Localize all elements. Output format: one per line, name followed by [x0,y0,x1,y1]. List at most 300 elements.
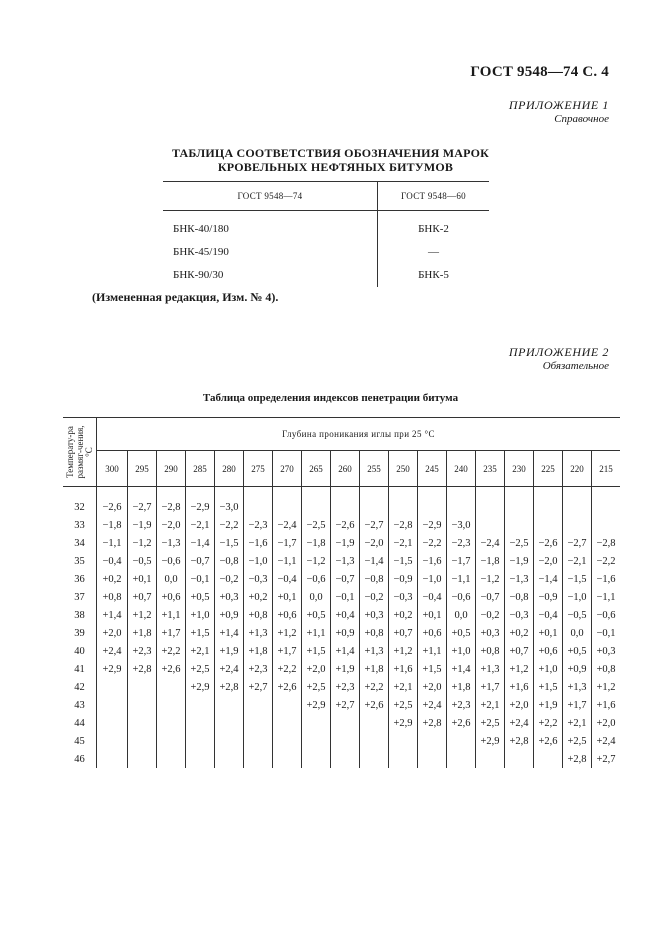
index-cell: −1,9 [331,534,360,552]
index-cell: +1,0 [534,660,563,678]
index-cell: +2,9 [186,678,215,696]
index-cell: +1,4 [447,660,476,678]
index-cell: −0,7 [476,588,505,606]
index-cell [360,714,389,732]
index-cell: +1,4 [331,642,360,660]
table1-title [0,146,661,174]
table-row [63,534,620,552]
index-cell: −1,3 [505,570,534,588]
page-header: ГОСТ 9548—74 С. 4 [470,64,609,80]
index-cell [331,732,360,750]
index-cell: −1,1 [97,534,128,552]
index-cell: −1,8 [476,552,505,570]
index-cell: −1,0 [244,552,273,570]
index-cell [389,732,418,750]
table-row [63,714,620,732]
index-cell: −2,7 [563,534,592,552]
index-cell: 0,0 [157,570,186,588]
index-cell [244,732,273,750]
index-cell: −1,1 [273,552,302,570]
index-cell [97,714,128,732]
index-cell: +0,3 [596,645,616,657]
index-cell [128,678,157,696]
index-cell [302,750,331,768]
index-cell: −2,0 [534,552,563,570]
correspondence-table [163,181,489,287]
index-cell [534,516,563,534]
temperature-cell: 33 [63,516,97,534]
index-cell: +1,4 [215,624,244,642]
index-cell: 0,0 [563,624,592,642]
table-row [63,660,620,678]
index-cell: +0,9 [215,606,244,624]
index-cell: +0,1 [418,606,447,624]
index-cell [186,750,215,768]
depth-col-header: 235 [476,451,505,487]
index-cell [97,678,128,696]
index-cell [360,487,389,517]
index-cell: +1,1 [157,606,186,624]
index-cell [215,732,244,750]
depth-col-header: 290 [157,451,186,487]
index-cell: +1,2 [273,624,302,642]
index-cell: −2,1 [389,534,418,552]
index-cell: +0,6 [273,606,302,624]
index-cell: −1,4 [360,552,389,570]
table1-col-header: ГОСТ 9548—74 [163,182,378,211]
index-cell [273,750,302,768]
index-cell: −0,8 [215,552,244,570]
index-cell [331,487,360,517]
index-cell: +0,2 [97,570,128,588]
index-cell: +2,9 [302,696,331,714]
index-cell: +2,6 [157,660,186,678]
index-cell: +0,1 [534,624,563,642]
index-cell: −0,5 [563,606,592,624]
index-cell: −1,6 [596,573,616,585]
index-cell: −1,8 [97,516,128,534]
table-row [63,516,620,534]
index-cell: +1,3 [476,660,505,678]
index-cell: −0,7 [331,570,360,588]
index-cell: +2,8 [215,678,244,696]
temperature-cell: 41 [63,660,97,678]
index-cell: +1,6 [389,660,418,678]
index-cell [360,750,389,768]
index-cell: +0,8 [476,642,505,660]
index-cell: −2,9 [418,516,447,534]
table-row [63,642,620,660]
index-cell: +0,7 [128,588,157,606]
index-cell: +2,6 [360,696,389,714]
index-cell [273,714,302,732]
index-cell: −0,4 [418,588,447,606]
index-cell: +0,7 [389,624,418,642]
index-cell: +2,2 [273,660,302,678]
index-cell [592,487,621,517]
index-cell: +2,9 [389,714,418,732]
index-cell [447,487,476,517]
index-cell: −2,1 [563,552,592,570]
index-cell: +1,9 [534,696,563,714]
depth-col-header: 300 [97,451,128,487]
index-cell: +1,2 [505,660,534,678]
index-cell: +2,5 [389,696,418,714]
index-cell: +2,9 [476,732,505,750]
index-cell: −2,6 [97,487,128,517]
index-cell: −0,4 [273,570,302,588]
table1-title-line1: ТАБЛИЦА СООТВЕТСТВИЯ ОБОЗНАЧЕНИЯ МАРОК [171,146,490,160]
index-cell: 0,0 [302,588,331,606]
index-cell [505,750,534,768]
index-cell: +2,1 [186,642,215,660]
index-cell: +2,7 [331,696,360,714]
index-cell: +0,1 [273,588,302,606]
index-cell: +2,0 [505,696,534,714]
index-cell: +1,4 [97,606,128,624]
index-cell: +2,5 [476,714,505,732]
index-cell: +2,3 [128,642,157,660]
index-cell: +1,8 [360,660,389,678]
index-cell: −1,2 [128,534,157,552]
table1-cell: БНК-2 [418,222,449,235]
index-cell [331,714,360,732]
index-cell: +2,2 [534,714,563,732]
index-cell: −0,1 [596,627,616,639]
index-cell: +2,4 [505,714,534,732]
index-cell: +1,5 [534,678,563,696]
temperature-cell: 36 [63,570,97,588]
index-cell: −1,2 [302,552,331,570]
index-cell: −1,8 [302,534,331,552]
index-cell [273,696,302,714]
appendix2-block [509,345,609,372]
table-row [63,732,620,750]
index-cell: +0,9 [563,660,592,678]
index-cell: +0,2 [505,624,534,642]
index-cell: +2,0 [418,678,447,696]
index-cell [476,750,505,768]
index-cell [534,487,563,517]
index-cell: +1,8 [447,678,476,696]
index-cell: −1,3 [157,534,186,552]
table1-row [163,241,489,264]
index-cell: +2,9 [97,660,128,678]
index-cell: −2,9 [186,487,215,517]
table-row [63,678,620,696]
index-cell: −0,5 [128,552,157,570]
index-cell: −2,7 [360,516,389,534]
index-cell: −0,2 [360,588,389,606]
index-cell: +1,6 [596,699,616,711]
table1-cell: БНК-5 [418,269,449,281]
index-cell: −0,1 [186,570,215,588]
index-cell: +2,1 [476,696,505,714]
index-cell: +1,9 [331,660,360,678]
index-cell: +0,6 [534,642,563,660]
appendix1-title: ПРИЛОЖЕНИЕ 1 [508,98,609,112]
index-cell: +2,2 [360,678,389,696]
index-cell [476,487,505,517]
index-cell [273,732,302,750]
index-cell: −1,0 [563,588,592,606]
index-cell [302,714,331,732]
table1-cell: — [428,246,439,258]
index-cell [447,732,476,750]
depth-col-header: 295 [128,451,157,487]
table1-cell: БНК-90/30 [163,264,378,287]
index-cell: +1,8 [128,624,157,642]
index-cell: −3,0 [447,516,476,534]
index-cell: −2,7 [128,487,157,517]
index-cell: −3,0 [215,487,244,517]
index-cell: −2,5 [505,534,534,552]
temperature-cell: 32 [63,487,97,517]
temperature-cell: 35 [63,552,97,570]
index-cell: +2,3 [447,696,476,714]
temperature-cell: 39 [63,624,97,642]
index-cell: +1,7 [273,642,302,660]
index-cell: +0,3 [360,606,389,624]
index-cell [128,696,157,714]
index-cell: −1,4 [186,534,215,552]
index-cell [97,696,128,714]
index-cell [128,732,157,750]
index-cell: +2,8 [128,660,157,678]
index-cell: +1,9 [215,642,244,660]
index-cell: +2,4 [418,696,447,714]
depth-col-header: 285 [186,451,215,487]
index-cell [302,487,331,517]
index-cell: +1,6 [505,678,534,696]
index-cell: +0,6 [157,588,186,606]
index-cell: −0,8 [360,570,389,588]
index-cell: +0,3 [215,588,244,606]
index-cell: −1,5 [563,570,592,588]
index-cell: +0,9 [331,624,360,642]
temperature-cell: 43 [63,696,97,714]
index-cell: −0,2 [215,570,244,588]
index-cell [186,696,215,714]
table-row [63,487,620,517]
index-cell: +1,5 [186,624,215,642]
depth-col-header: 240 [447,451,476,487]
row-header-label: Температу-ра размяг-чения, °С [64,425,94,479]
penetration-index-table [63,417,620,768]
index-cell: −1,6 [418,552,447,570]
depth-col-header: 245 [418,451,447,487]
table1-title-line2: КРОВЕЛЬНЫХ НЕФТЯНЫХ БИТУМОВ [217,160,454,174]
index-cell [157,750,186,768]
index-cell: −1,7 [447,552,476,570]
index-cell: −1,1 [596,591,616,603]
index-cell: +1,2 [389,642,418,660]
index-cell [215,714,244,732]
index-cell [244,487,273,517]
index-cell: −1,2 [476,570,505,588]
index-cell: −2,6 [534,534,563,552]
index-cell: −0,6 [596,609,616,621]
index-cell: +0,8 [360,624,389,642]
index-cell: +2,0 [596,717,616,729]
index-cell: −0,1 [331,588,360,606]
index-cell [360,732,389,750]
table-row [63,552,620,570]
appendix2-subtitle: Обязательное [542,360,609,372]
depth-col-header: 215 [592,451,621,487]
index-cell [563,516,592,534]
index-cell [418,732,447,750]
index-cell: −0,6 [447,588,476,606]
index-cell: +0,8 [596,663,616,675]
index-cell: −1,6 [244,534,273,552]
index-cell: +1,3 [244,624,273,642]
index-cell: +2,8 [505,732,534,750]
index-cell [157,732,186,750]
table-row [63,696,620,714]
index-cell: +2,3 [331,678,360,696]
index-cell: −2,6 [331,516,360,534]
index-cell [128,714,157,732]
index-cell [302,732,331,750]
index-cell: −0,9 [389,570,418,588]
table1-cell: БНК-45/190 [163,241,378,264]
appendix1-subtitle: Справочное [554,113,609,125]
index-cell [157,678,186,696]
index-cell: −2,4 [476,534,505,552]
index-cell: +0,3 [476,624,505,642]
index-cell [418,487,447,517]
index-cell: +1,1 [302,624,331,642]
index-cell: −1,9 [128,516,157,534]
index-cell [244,714,273,732]
index-cell: +0,8 [244,606,273,624]
index-cell [97,732,128,750]
index-cell [331,750,360,768]
index-cell: +2,0 [302,660,331,678]
row-header-cell [63,418,97,487]
index-cell [97,750,128,768]
depth-col-header: 220 [563,451,592,487]
index-cell: +0,5 [447,624,476,642]
index-cell: +1,3 [563,678,592,696]
index-cell: +2,1 [563,714,592,732]
index-cell: −1,5 [215,534,244,552]
index-cell: −2,8 [389,516,418,534]
depth-col-header: 250 [389,451,418,487]
index-cell: +2,4 [215,660,244,678]
index-cell: −2,2 [596,555,616,567]
index-cell: −0,9 [534,588,563,606]
index-cell [186,732,215,750]
index-cell: +2,7 [596,753,616,765]
index-cell: −2,0 [360,534,389,552]
index-cell: +2,7 [244,678,273,696]
index-cell [505,516,534,534]
index-cell: −2,8 [596,537,616,549]
index-cell: +0,5 [563,642,592,660]
index-cell [128,750,157,768]
index-cell: +2,3 [244,660,273,678]
index-cell: −2,1 [186,516,215,534]
table2-subheader-row [63,451,620,487]
depth-col-header: 270 [273,451,302,487]
table1-cell: БНК-40/180 [163,211,378,241]
index-cell: −0,4 [97,552,128,570]
index-cell: −1,0 [418,570,447,588]
index-cell: +0,1 [128,570,157,588]
index-cell: +2,4 [596,735,616,747]
index-cell: +2,2 [157,642,186,660]
depth-col-header: 275 [244,451,273,487]
depth-col-header: 260 [331,451,360,487]
index-cell [215,750,244,768]
index-cell: −0,3 [389,588,418,606]
table1-row [163,211,489,241]
index-cell: −2,2 [215,516,244,534]
index-cell [389,750,418,768]
index-cell: +0,4 [331,606,360,624]
index-cell: +2,5 [186,660,215,678]
index-cell: +1,0 [186,606,215,624]
table1-header-row [163,182,489,211]
appendix2-title: ПРИЛОЖЕНИЕ 2 [508,345,609,359]
depth-col-header: 255 [360,451,389,487]
index-cell [476,516,505,534]
index-cell: +2,8 [418,714,447,732]
index-cell [157,714,186,732]
amendment-note: (Измененная редакция, Изм. № 4). [92,290,279,304]
index-cell: −0,4 [534,606,563,624]
index-cell: +1,3 [360,642,389,660]
index-cell [418,750,447,768]
index-cell [534,750,563,768]
index-cell: +1,1 [418,642,447,660]
index-cell: +2,5 [302,678,331,696]
index-cell: +2,6 [534,732,563,750]
temperature-cell: 44 [63,714,97,732]
index-cell: −0,7 [186,552,215,570]
index-cell: +0,6 [418,624,447,642]
depth-col-header: 230 [505,451,534,487]
table2-header-row [63,418,620,451]
index-cell [389,487,418,517]
temperature-cell: 45 [63,732,97,750]
index-cell: −0,8 [505,588,534,606]
index-cell: −1,5 [389,552,418,570]
index-cell: +2,5 [563,732,592,750]
table1-row [163,264,489,287]
index-cell: −2,8 [157,487,186,517]
index-cell: −0,2 [476,606,505,624]
index-cell: +0,2 [244,588,273,606]
depth-col-header: 225 [534,451,563,487]
index-cell: +1,7 [563,696,592,714]
index-cell: +2,6 [447,714,476,732]
index-cell [505,487,534,517]
index-cell: −1,9 [505,552,534,570]
table1-col-header: ГОСТ 9548—60 [401,191,466,201]
index-cell [244,696,273,714]
index-cell: +1,5 [418,660,447,678]
index-cell: −2,0 [157,516,186,534]
temperature-cell: 46 [63,750,97,768]
table2-title: Таблица определения индексов пенетрации битума [202,392,459,404]
table-row [63,606,620,624]
index-cell: +1,7 [476,678,505,696]
index-cell: −1,1 [447,570,476,588]
index-cell: +2,4 [97,642,128,660]
